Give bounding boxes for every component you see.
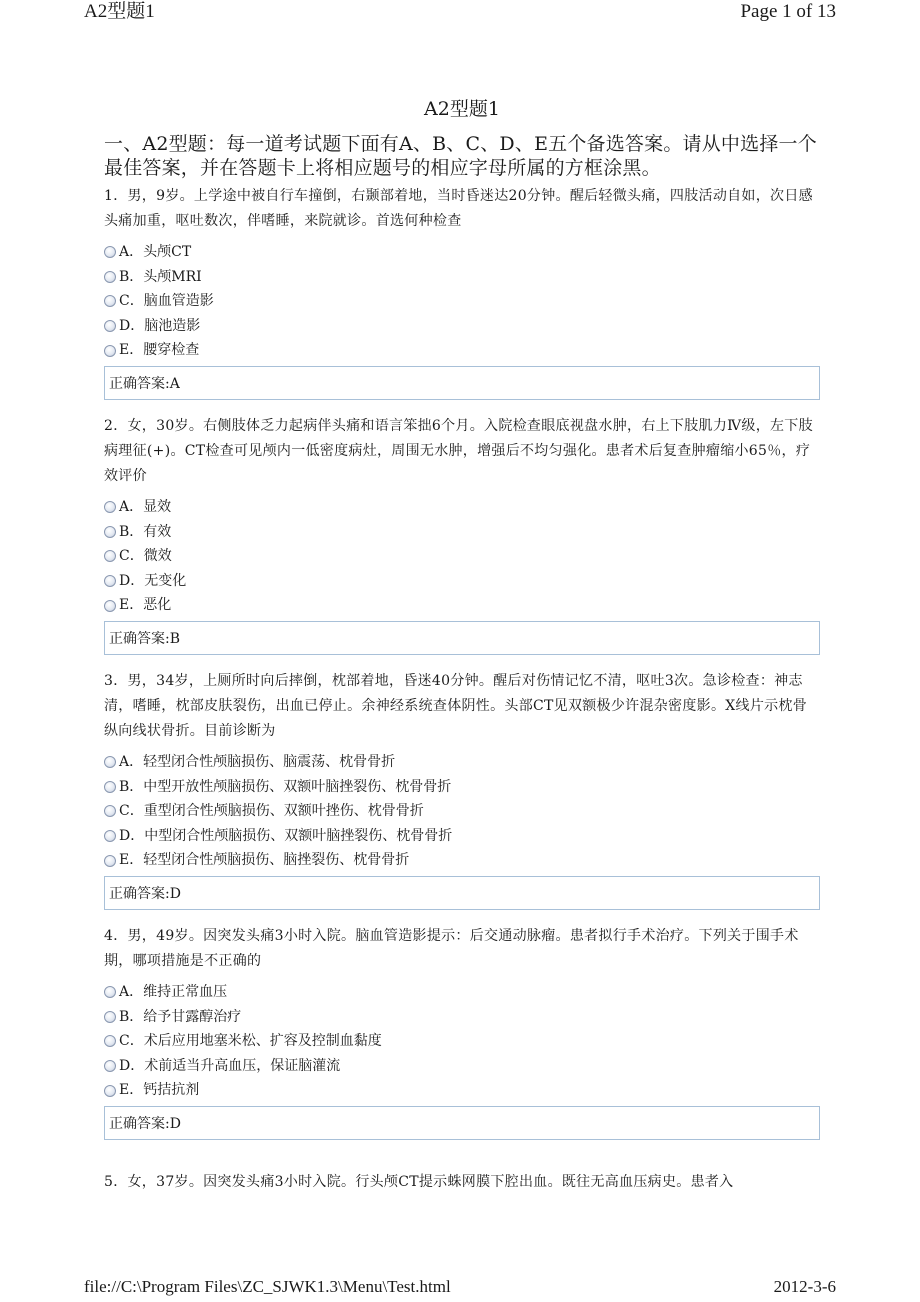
option-e[interactable] [104,338,820,363]
option-e[interactable] [104,1078,820,1103]
question-stem: 3．男，34岁，上厕所时向后摔倒，枕部着地，昏迷40分钟。醒后对伤情记忆不清，呕吐3次。急诊检查：神志清，嗜睡，枕部皮肤裂伤，出血已停止。余神经系统查体阴性。头部CT见双额极少许混杂密度影。X线片示枕骨纵向线状骨折。目前诊断为 [104,672,808,739]
radio-button-icon[interactable] [104,1035,116,1047]
radio-button-icon[interactable] [104,295,116,307]
correct-answer: 正确答案:A [109,375,180,392]
option-label: C．脑血管造影 [119,293,214,310]
radio-button-icon[interactable] [104,526,116,538]
radio-button-icon[interactable] [104,550,116,562]
radio-button-icon[interactable] [104,830,116,842]
answer-box [104,1106,820,1140]
radio-button-icon[interactable] [104,1085,116,1097]
question-stem: 5．女，37岁。因突发头痛3小时入院。行头颅CT提示蛛网膜下腔出血。既往无高血压病史。患者入 [104,1173,734,1190]
option-label: A．显效 [119,498,172,515]
radio-button-icon[interactable] [104,271,116,283]
option-label: B．头颅MRI [119,268,202,285]
page-title: A2型题1 [424,98,500,120]
footer-date: 2012-3-6 [773,1277,836,1296]
option-label: A．头颅CT [119,244,192,260]
option-label: D．无变化 [119,572,187,589]
radio-button-icon[interactable] [104,600,116,612]
question-4 [104,924,820,1140]
option-a[interactable] [104,240,820,265]
question-2 [104,414,820,655]
correct-answer: 正确答案:D [109,885,181,902]
option-label: D．术前适当升高血压，保证脑灌流 [119,1057,341,1074]
correct-answer: 正确答案:D [109,1115,181,1132]
question-stem: 1．男，9岁。上学途中被自行车撞倒，右颞部着地，当时昏迷达20分钟。醒后轻微头痛，四肢活动自如，次日感头痛加重，呕吐数次，伴嗜睡，来院就诊。首选何种检查 [104,188,813,229]
option-a[interactable] [104,980,820,1005]
radio-button-icon[interactable] [104,986,116,998]
section-instructions: 一、A2型题：每一道考试题下面有A、B、C、D、E五个备选答案。请从中选择一个最佳答案，并在答题卡上将相应题号的相应字母所属的方框涂黑。 [104,133,817,179]
radio-button-icon[interactable] [104,781,116,793]
radio-button-icon[interactable] [104,1060,116,1072]
header-doc-title: A2型题1 [84,1,155,22]
radio-button-icon[interactable] [104,575,116,587]
option-label: E．腰穿检查 [119,342,200,359]
question-5 [104,1170,820,1195]
radio-button-icon[interactable] [104,1011,116,1023]
question-3 [104,669,820,910]
option-label: A．轻型闭合性颅脑损伤、脑震荡、枕骨骨折 [119,753,396,770]
option-d[interactable] [104,1054,820,1079]
option-e[interactable] [104,848,820,873]
option-label: D．脑池造影 [119,317,201,334]
radio-button-icon[interactable] [104,756,116,768]
radio-button-icon[interactable] [104,320,116,332]
option-a[interactable] [104,495,820,520]
option-label: C．重型闭合性颅脑损伤、双额叶挫伤、枕骨骨折 [119,803,424,820]
option-b[interactable] [104,1005,820,1030]
option-label: E．钙拮抗剂 [119,1082,200,1099]
option-d[interactable] [104,569,820,594]
option-d[interactable] [104,824,820,849]
question-stem: 4．男，49岁。因突发头痛3小时入院。脑血管造影提示：后交通动脉瘤。患者拟行手术治疗。下列关于围手术期，哪项措施是不正确的 [104,927,799,969]
correct-answer: 正确答案:B [109,630,181,647]
radio-button-icon[interactable] [104,501,116,513]
option-c[interactable] [104,544,820,569]
option-label: E．轻型闭合性颅脑损伤、脑挫裂伤、枕骨骨折 [119,852,410,869]
radio-button-icon[interactable] [104,805,116,817]
radio-button-icon[interactable] [104,246,116,258]
option-e[interactable] [104,593,820,618]
option-c[interactable] [104,1029,820,1054]
question-stem: 2．女，30岁。右侧肢体乏力起病伴头痛和语言笨拙6个月。入院检查眼底视盘水肿，右上下肢肌力Ⅳ级，左下肢病理征(+)。CT检查可见颅内一低密度病灶，周围无水肿，增强后不均匀强化。患者术后复查肿瘤缩小65％，疗效评价 [104,417,813,484]
header-page-number: Page 1 of 13 [740,1,836,22]
option-label: B．有效 [119,523,172,540]
radio-button-icon[interactable] [104,345,116,357]
option-label: D．中型闭合性颅脑损伤、双额叶脑挫裂伤、枕骨骨折 [119,827,453,844]
option-b[interactable] [104,775,820,800]
option-label: C．术后应用地塞米松、扩容及控制血黏度 [119,1033,382,1050]
option-label: C．微效 [119,548,172,565]
option-c[interactable] [104,289,820,314]
footer-file-path: file://C:\Program Files\ZC_SJWK1.3\Menu\Test.html [84,1277,451,1296]
exam-content [104,96,820,1209]
option-label: E．恶化 [119,597,172,614]
question-1 [104,184,820,400]
option-label: B．中型开放性颅脑损伤、双额叶脑挫裂伤、枕骨骨折 [119,778,452,795]
option-b[interactable] [104,265,820,290]
option-c[interactable] [104,799,820,824]
option-d[interactable] [104,314,820,339]
option-label: B．给予甘露醇治疗 [119,1008,242,1025]
answer-box [104,366,820,400]
answer-box [104,621,820,655]
option-b[interactable] [104,520,820,545]
option-label: A．维持正常血压 [119,983,228,1000]
answer-box [104,876,820,910]
radio-button-icon[interactable] [104,855,116,867]
option-a[interactable] [104,750,820,775]
